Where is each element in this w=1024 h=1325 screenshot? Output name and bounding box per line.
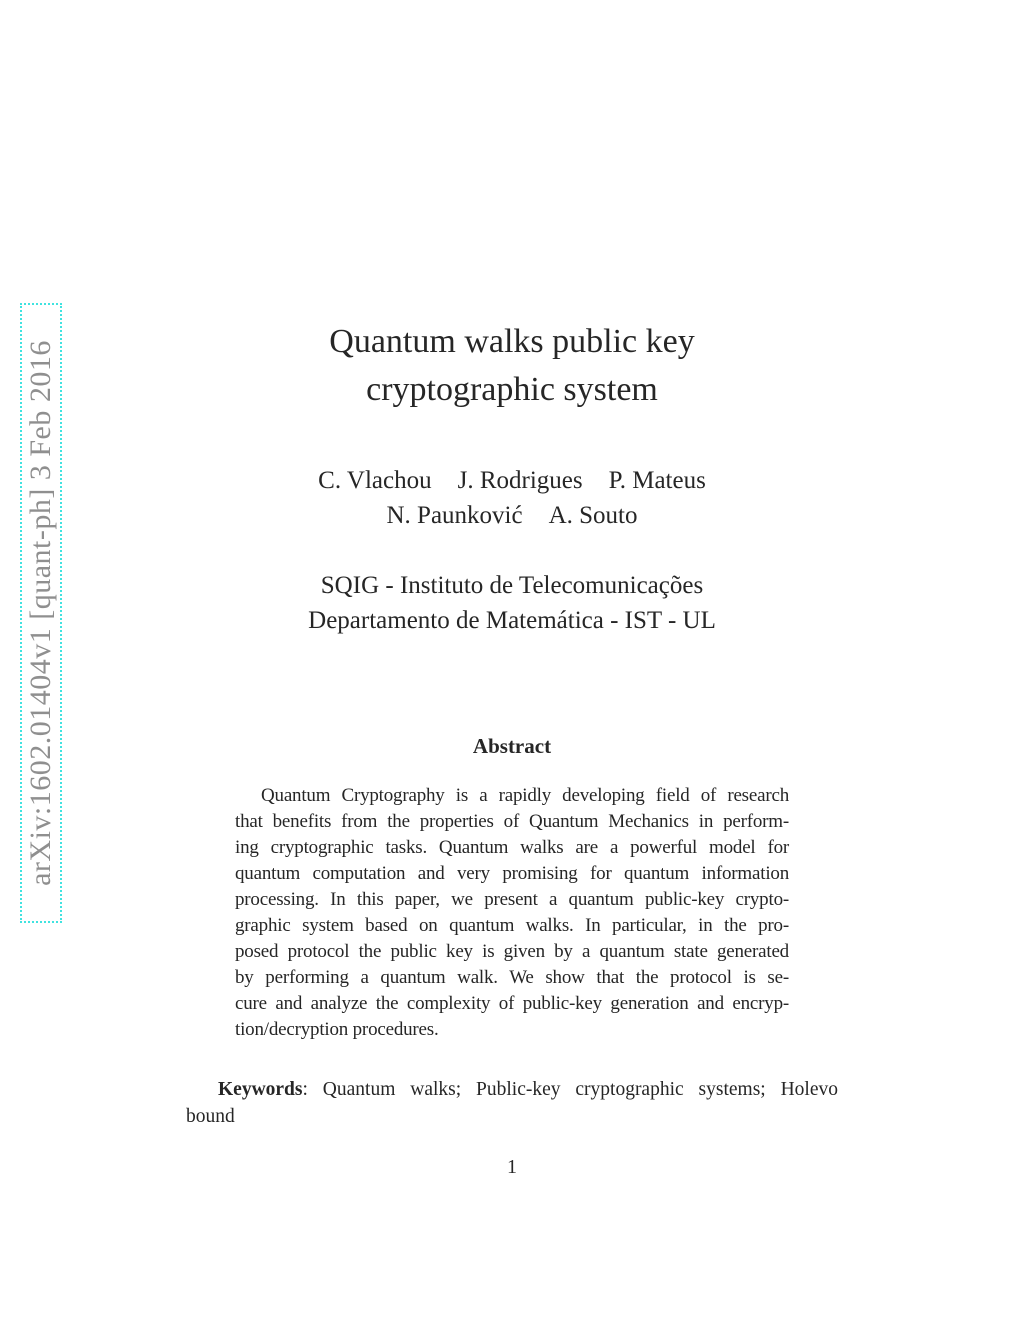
abstract-line: by performing a quantum walk. We show that the protocol is se- <box>235 967 789 988</box>
affiliation-block <box>0 568 1024 638</box>
abstract-line: cure and analyze the complexity of public-key generation and encryp- <box>235 993 789 1014</box>
affiliation-line-1: SQIG - Instituto de Telecomunicações <box>320 572 704 599</box>
abstract-line: ing cryptographic tasks. Quantum walks are a powerful model for <box>235 837 789 858</box>
author-name: A. Souto <box>548 502 638 529</box>
paper-title-line-1: Quantum walks public key <box>329 323 695 360</box>
paper-title-line-2: cryptographic system <box>366 371 658 408</box>
author-name: C. Vlachou <box>318 467 432 494</box>
abstract-line: graphic system based on quantum walks. In particular, in the pro- <box>235 915 789 936</box>
keywords-line-1 <box>186 1076 838 1103</box>
author-name: J. Rodrigues <box>457 467 583 494</box>
abstract-line: processing. In this paper, we present a quantum public-key crypto- <box>235 889 789 910</box>
authors-block <box>0 463 1024 533</box>
abstract-text <box>235 783 789 1043</box>
authors-row-1 <box>0 463 1024 498</box>
keywords-label: Keywords <box>218 1079 303 1100</box>
abstract-line: posed protocol the public key is given by a quantum state generated <box>235 941 789 962</box>
paper-title <box>0 318 1024 414</box>
author-name: P. Mateus <box>608 467 706 494</box>
abstract-heading: Abstract <box>472 734 552 758</box>
abstract-line: quantum computation and very promising for quantum information <box>235 863 789 884</box>
page-number: 1 <box>507 1156 517 1178</box>
keywords-line-2: bound <box>186 1106 235 1127</box>
keywords-block <box>186 1076 838 1130</box>
affiliation-line-2: Departamento de Matemática - IST - UL <box>308 607 716 634</box>
abstract-line: Quantum Cryptography is a rapidly developing field of research <box>261 785 789 806</box>
abstract-line: that benefits from the properties of Quantum Mechanics in perform- <box>235 811 789 832</box>
keywords-text: : Quantum walks; Public-key cryptographic systems; Holevo <box>302 1079 838 1100</box>
abstract-line: tion/decryption procedures. <box>235 1019 439 1040</box>
authors-row-2 <box>0 498 1024 533</box>
author-name: N. Paunković <box>386 502 523 529</box>
arxiv-id-text: arXiv:1602.01404v1 [quant-ph] 3 Feb 2016 <box>24 340 57 886</box>
